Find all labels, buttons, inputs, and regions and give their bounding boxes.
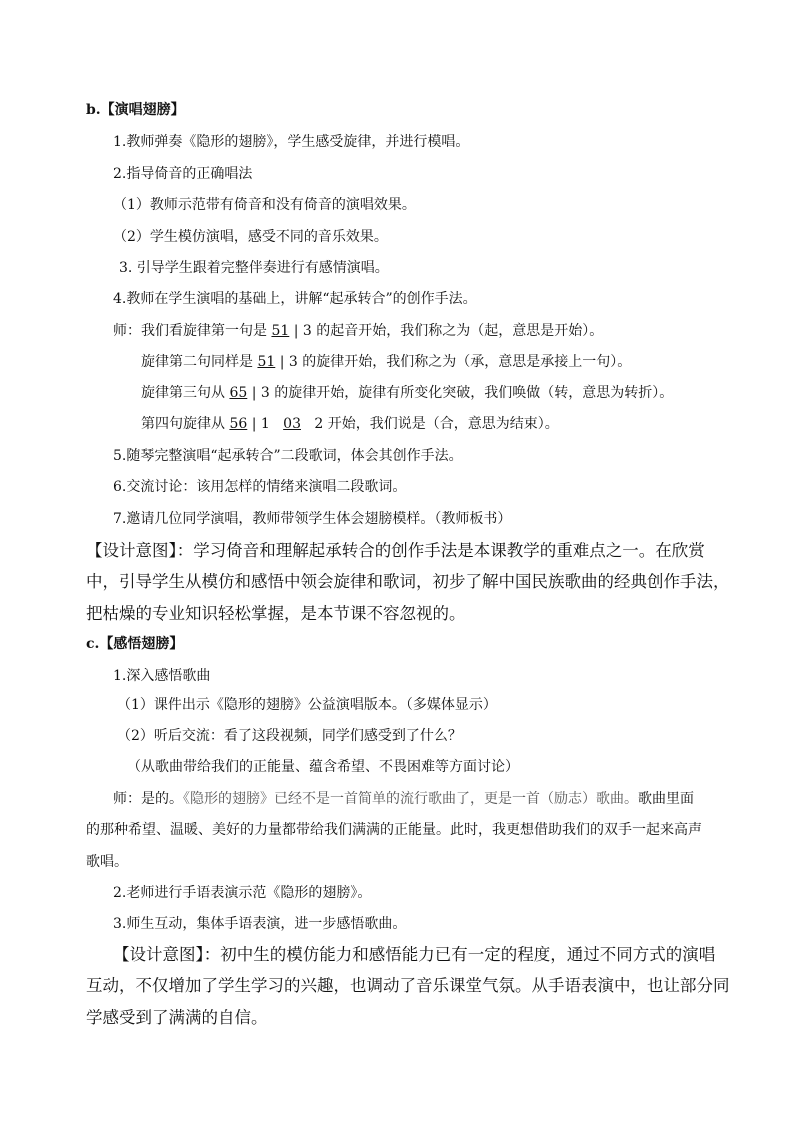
- underlined-notes: 65: [229, 385, 248, 401]
- text-span: 旋律第二句同样是: [141, 354, 258, 370]
- list-item: 1.深入感悟歌曲: [113, 668, 211, 684]
- quoted-text: 《隐形的翅膀》已经不是一首简单的流行歌曲了，更是一首（励志）歌曲。: [183, 791, 638, 807]
- teacher-line-4: [141, 414, 559, 434]
- list-item: （2）学生模仿演唱，感受不同的音乐效果。: [113, 229, 388, 245]
- list-item: 3.师生互动，集体手语表演，进一步感悟歌曲。: [113, 916, 407, 932]
- text-span: 歌曲里面: [638, 791, 694, 807]
- teacher-remark-line: [113, 789, 694, 809]
- list-item: （1）课件出示《隐形的翅膀》公益演唱版本。（多媒体显示）: [117, 697, 497, 713]
- text-span: | 3 的旋律开始，我们称之为（承，意思是承接上一句）。: [275, 354, 632, 370]
- teacher-line-2: [141, 352, 631, 372]
- list-item: 2.指导倚音的正确唱法: [113, 166, 253, 182]
- design-intent-line: 互动，不仅增加了学生学习的兴趣，也调动了音乐课堂气氛。从手语表演中，也让部分同: [86, 976, 730, 995]
- text-span: | 1: [247, 416, 284, 432]
- underlined-notes: 03: [283, 416, 301, 432]
- text-span: 旋律第三句从: [141, 385, 230, 401]
- section-b-heading: b.【演唱翅膀】: [86, 102, 185, 118]
- underlined-notes: 51: [271, 323, 290, 339]
- list-item: （从歌曲带给我们的正能量、蕴含希望、不畏困难等方面讨论）: [127, 759, 519, 775]
- design-intent-line: 【设计意图】：学习倚音和理解起承转合的创作手法是本课教学的重难点之一。在欣赏: [86, 541, 705, 560]
- list-item: 6.交流讨论：该用怎样的情绪来演唱二段歌词。: [113, 479, 407, 495]
- teacher-remark-line: 歌唱。: [86, 854, 128, 870]
- text-span: 2 开始，我们说是（合，意思为结束）。: [300, 416, 559, 432]
- list-item: 5.随琴完整演唱“起承转合”二段歌词，体会其创作手法。: [113, 448, 463, 464]
- list-item: （1）教师示范带有倚音和没有倚音的演唱效果。: [113, 197, 416, 213]
- underlined-notes: 56: [229, 416, 248, 432]
- text-span: | 3 的旋律开始，旋律有所变化突破，我们唤做（转，意思为转折）。: [247, 385, 674, 401]
- list-item: 1.教师弹奏《隐形的翅膀》，学生感受旋律，并进行模唱。: [113, 134, 470, 150]
- teacher-line-1: [113, 321, 603, 341]
- list-item: 7.邀请几位同学演唱，教师带领学生体会翅膀模样。（教师板书）: [113, 511, 512, 527]
- underlined-notes: 51: [257, 354, 276, 370]
- text-span: 第四句旋律从: [141, 416, 230, 432]
- design-intent-line: 【设计意图】：初中生的模仿能力和感悟能力已有一定的程度，通过不同方式的演唱: [113, 945, 716, 964]
- text-span: 师：我们看旋律第一句是: [113, 323, 272, 339]
- design-intent-line: 中，引导学生从模仿和感悟中领会旋律和歌词，初步了解中国民族歌曲的经典创作手法，: [86, 572, 730, 591]
- section-c-heading: c.【感悟翅膀】: [86, 636, 184, 652]
- design-intent-line: 把枯燥的专业知识轻松掌握，是本节课不容忽视的。: [86, 604, 466, 623]
- text-span: | 3 的起音开始，我们称之为（起，意思是开始）。: [289, 323, 604, 339]
- teacher-remark-line: 的那种希望、温暖、美好的力量都带给我们满满的正能量。此时，我更想借助我们的双手一起来高声: [86, 822, 702, 838]
- list-item: 2.老师进行手语表演示范《隐形的翅膀》。: [113, 885, 372, 901]
- list-item: 4.教师在学生演唱的基础上，讲解“起承转合”的创作手法。: [113, 291, 477, 307]
- list-item: （2）听后交流：看了这段视频，同学们感受到了什么？: [117, 728, 462, 744]
- design-intent-line: 学感受到了满满的自信。: [86, 1008, 268, 1027]
- text-span: 师：是的。: [113, 791, 183, 807]
- list-item: 3. 引导学生跟着完整伴奏进行有感情演唱。: [119, 260, 389, 276]
- teacher-line-3: [141, 383, 673, 403]
